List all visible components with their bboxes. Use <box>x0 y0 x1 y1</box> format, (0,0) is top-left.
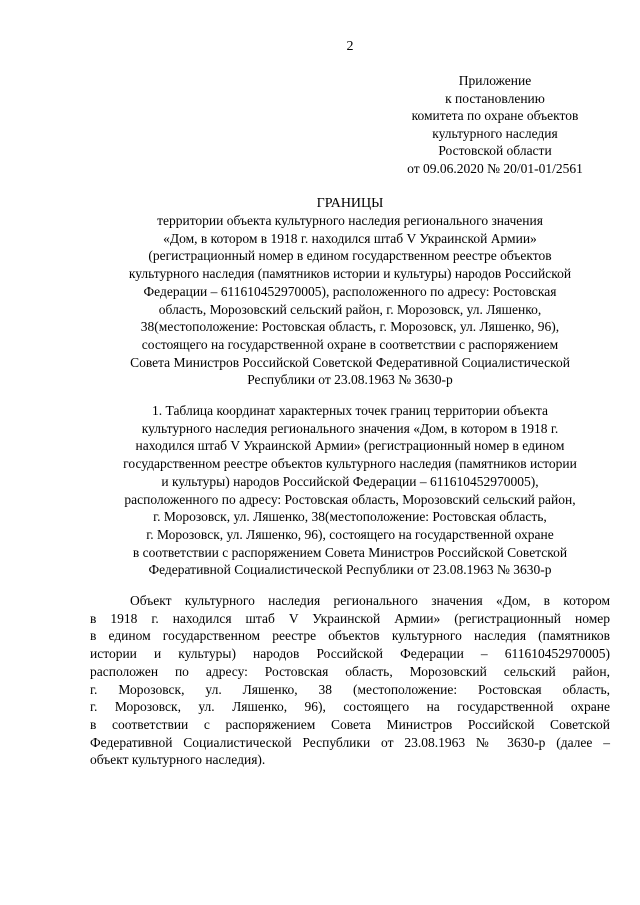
section-1-line: г. Морозовск, ул. Ляшенко, 96), состоящего на государственной охране <box>146 526 554 542</box>
appendix-date-line: от 09.06.2020 № 20/01-01/2561 <box>407 160 583 176</box>
section-1-line: находился штаб V Украинской Армии» (регистрационный номер в едином <box>135 438 565 454</box>
section-1-line: г. Морозовск, ул. Ляшенко, 38(местоположение: Ростовская область, <box>153 509 547 525</box>
appendix-line: к постановлению <box>445 90 545 106</box>
subtitle-line: территории объекта культурного наследия регионального значения <box>157 213 543 228</box>
section-1-line: Федеративной Социалистической Республики от 23.08.1963 № 3630-р <box>148 562 552 578</box>
subtitle-line: (регистрационный номер в едином государственном реестре объектов <box>148 248 552 264</box>
paragraph-line: в едином государственном реестре объектов культурного наследия (памятников <box>90 628 610 644</box>
subtitle-line: «Дом, в котором в 1918 г. находился штаб V Украинской Армии» <box>163 230 537 246</box>
appendix-line: комитета по охране объектов <box>411 108 579 123</box>
section-1-line: расположенного по адресу: Ростовская область, Морозовский сельский район, <box>124 491 576 507</box>
paragraph-line: в соответствии с распоряжением Совета Министров Российской Советской <box>90 716 610 732</box>
subtitle-line: Совета Министров Российской Советской Федеративной Социалистической <box>130 354 570 370</box>
document-title: ГРАНИЦЫ <box>316 196 384 211</box>
appendix-line: Приложение <box>458 73 532 88</box>
appendix-line: культурного наследия <box>432 125 558 141</box>
appendix-line: Ростовской области <box>438 143 552 158</box>
subtitle-line: Республики от 23.08.1963 № 3630-р <box>247 372 453 388</box>
subtitle-line: культурного наследия (памятников истории и культуры) народов Российской <box>128 266 572 282</box>
section-1-heading <box>90 402 610 579</box>
section-1-line: в соответствии с распоряжением Совета Министров Российской Советской <box>132 544 568 560</box>
section-1-line: 1. Таблица координат характерных точек границ территории объекта <box>152 403 548 418</box>
section-1-line: культурного наследия регионального значения «Дом, в котором в 1918 г. <box>141 420 559 436</box>
paragraph-line: истории и культуры) народов Российской Федерации – 611610452970005) <box>90 646 610 662</box>
appendix-block <box>390 72 600 177</box>
subtitle-line: область, Морозовский сельский район, г. Морозовск, ул. Ляшенко, <box>158 301 542 317</box>
object-description-paragraph <box>90 592 610 769</box>
section-1-line: и культуры) народов Российской Федерации – 611610452970005), <box>161 473 539 489</box>
paragraph-line: г. Морозовск, ул. Ляшенко, 38 (местоположение: Ростовская область, <box>90 681 610 697</box>
paragraph-line: г. Морозовск, ул. Ляшенко, 96), состоящего на государственной охране <box>90 699 610 715</box>
page-number: 2 <box>346 39 354 54</box>
section-1-line: государственном реестре объектов культурного наследия (памятников истории <box>123 456 577 472</box>
paragraph-line: объект культурного наследия). <box>90 752 266 768</box>
paragraph-line: расположен по адресу: Ростовская область, Морозовский сельский район, <box>90 663 610 679</box>
subtitle-line: Федерации – 611610452970005), расположенного по адресу: Ростовская <box>143 283 557 299</box>
paragraph-line: Объект культурного наследия регионального значения «Дом, в котором <box>130 593 610 608</box>
paragraph-line: Федеративной Социалистической Республики от 23.08.1963 № 3630-р (далее – <box>90 734 610 750</box>
document-subtitle <box>90 212 610 389</box>
paragraph-line: в 1918 г. находился штаб V Украинской Армии» (регистрационный номер <box>90 610 610 626</box>
subtitle-line: 38(местоположение: Ростовская область, г. Морозовск, ул. Ляшенко, 96), <box>140 319 560 335</box>
subtitle-line: состоящего на государственной охране в соответствии с распоряжением <box>141 336 559 352</box>
